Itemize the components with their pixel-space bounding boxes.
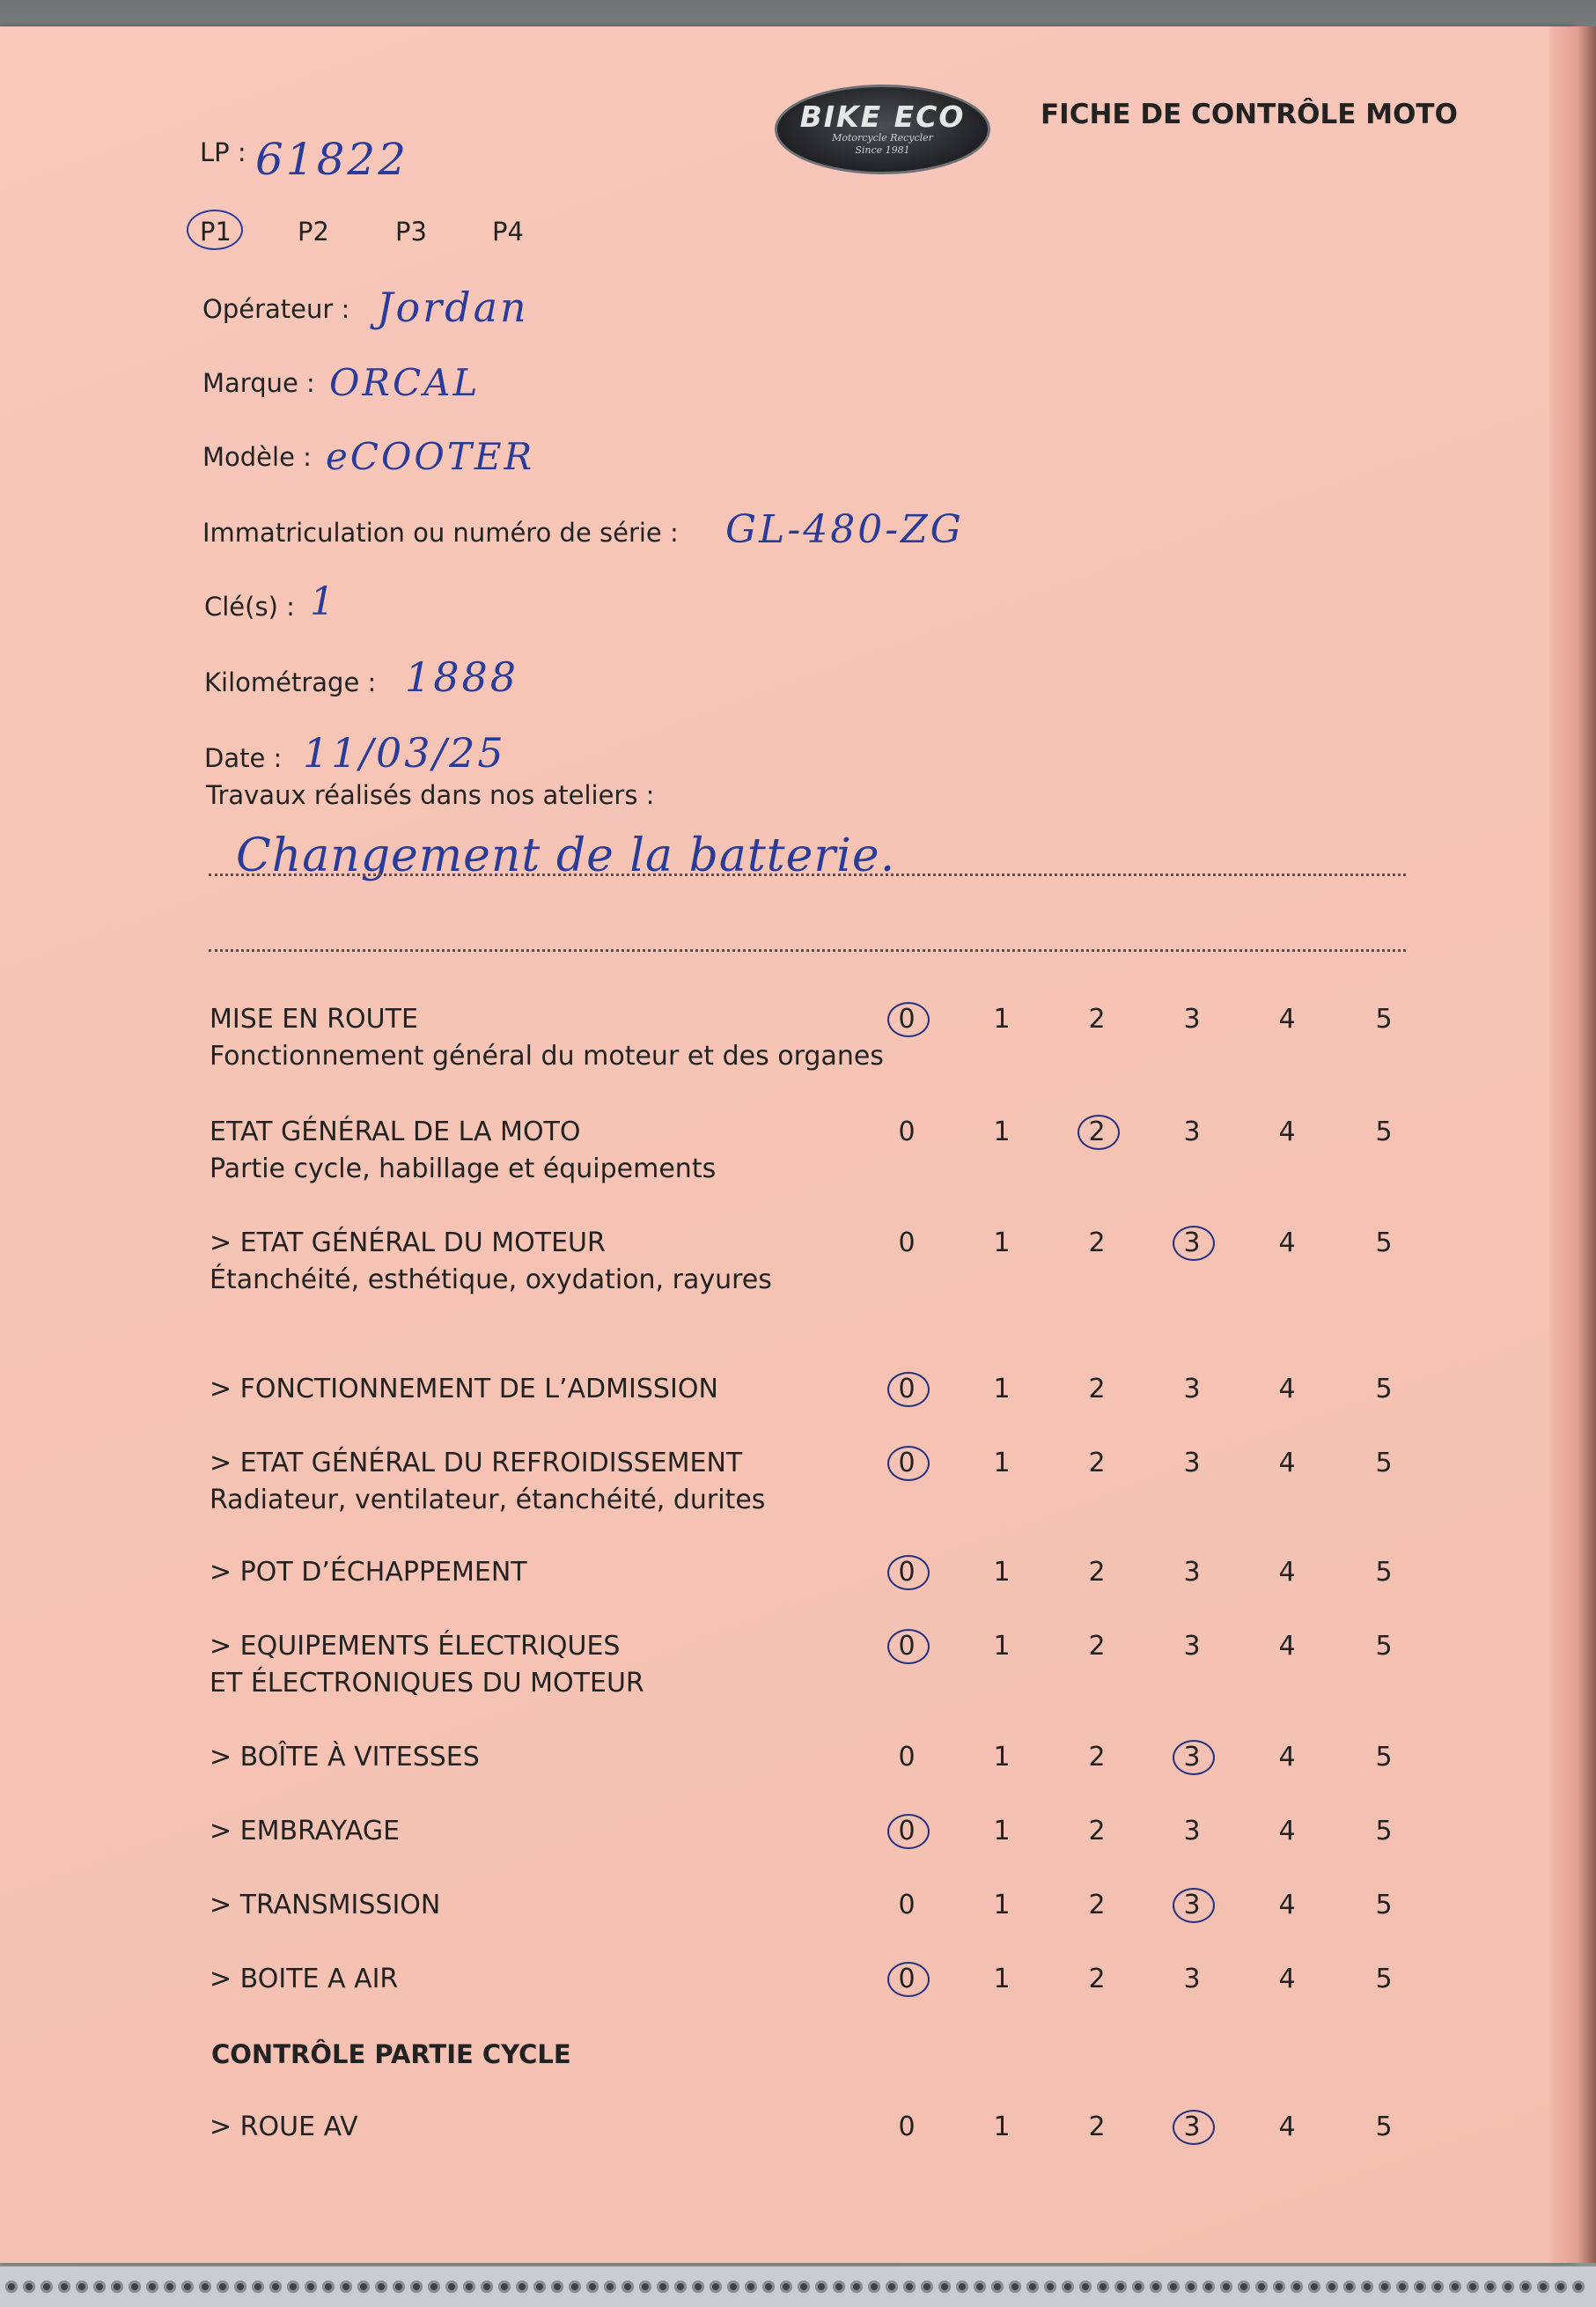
score-option-0: 0: [898, 1631, 916, 1662]
score-option-2: 2: [1088, 1557, 1106, 1588]
score-option-1: 1: [993, 1117, 1011, 1147]
rows-0-title: MISE EN ROUTE: [210, 1004, 418, 1035]
score-option-1: 1: [993, 2112, 1011, 2142]
rows-2-subtitle: Étanchéité, esthétique, oxydation, rayures: [210, 1264, 772, 1295]
perforation-hole: [1414, 2281, 1426, 2293]
perforation-hole: [481, 2281, 493, 2293]
score-option-4: 4: [1278, 1374, 1296, 1404]
score-option-2: 2: [1088, 1631, 1106, 1662]
perforation-hole: [375, 2281, 387, 2293]
lp-label: LP :: [200, 137, 246, 167]
score-option-0: 0: [898, 1557, 916, 1588]
perforation-hole: [498, 2281, 511, 2293]
perforation-hole: [586, 2281, 599, 2293]
score-circle: [1173, 2110, 1215, 2145]
perforation-hole: [1220, 2281, 1232, 2293]
score-option-3: 3: [1183, 1890, 1201, 1920]
marque-value: ORCAL: [329, 361, 481, 404]
rows-10-title: > BOITE A AIR: [210, 1964, 399, 1994]
perforation-hole: [798, 2281, 810, 2293]
score-option-4: 4: [1278, 1227, 1296, 1258]
score-option-2: 2: [1088, 1227, 1106, 1258]
perforation-hole: [76, 2281, 88, 2293]
perforation-hole: [1185, 2281, 1197, 2293]
perforation-hole: [1449, 2281, 1461, 2293]
perforation-hole: [1326, 2281, 1338, 2293]
perforation-hole: [393, 2281, 405, 2293]
date-value: 11/03/25: [303, 729, 506, 777]
sleeve-perforation: [0, 2266, 1596, 2307]
perforation-hole: [886, 2281, 898, 2293]
score-option-4: 4: [1278, 1964, 1296, 1994]
rows-3-title: > FONCTIONNEMENT DE L’ADMISSION: [210, 1374, 718, 1404]
score-option-0: 0: [898, 1117, 916, 1147]
perforation-hole: [322, 2281, 335, 2293]
perforation-hole: [1555, 2281, 1567, 2293]
score-option-4: 4: [1278, 2112, 1296, 2142]
rows-2-title: > ETAT GÉNÉRAL DU MOTEUR: [210, 1227, 606, 1258]
score-option-5: 5: [1375, 1004, 1393, 1035]
perforation-hole: [1379, 2281, 1391, 2293]
perforation-hole: [1167, 2281, 1180, 2293]
perforation-hole: [569, 2281, 581, 2293]
perforation-hole: [1132, 2281, 1144, 2293]
immat-value: GL-480-ZG: [725, 507, 964, 552]
score-option-5: 5: [1375, 1964, 1393, 1994]
perforation-hole: [1343, 2281, 1356, 2293]
perforation-hole: [1431, 2281, 1444, 2293]
rows-6-title: > EQUIPEMENTS ÉLECTRIQUES: [210, 1631, 621, 1662]
perforation-hole: [974, 2281, 986, 2293]
perforation-hole: [657, 2281, 669, 2293]
score-circle: [887, 1814, 930, 1849]
perforation-hole: [1361, 2281, 1373, 2293]
perforation-hole: [5, 2281, 18, 2293]
score-option-1: 1: [993, 1742, 1011, 1773]
perforation-hole: [58, 2281, 70, 2293]
perforation-hole: [921, 2281, 933, 2293]
score-option-0: 0: [898, 1742, 916, 1773]
perforation-hole: [269, 2281, 282, 2293]
perforation-hole: [551, 2281, 563, 2293]
score-option-3: 3: [1183, 1374, 1201, 1404]
perforation-hole: [340, 2281, 352, 2293]
position-p3: P3: [395, 217, 427, 247]
score-option-5: 5: [1375, 1742, 1393, 1773]
score-option-3: 3: [1183, 2112, 1201, 2142]
score-circle: [887, 1629, 930, 1664]
score-option-5: 5: [1375, 1374, 1393, 1404]
perforation-hole: [234, 2281, 246, 2293]
score-option-1: 1: [993, 1631, 1011, 1662]
score-option-1: 1: [993, 1557, 1011, 1588]
perforation-hole: [745, 2281, 757, 2293]
score-option-3: 3: [1183, 1117, 1201, 1147]
km-label: Kilométrage :: [204, 667, 377, 697]
position-p4: P4: [492, 217, 524, 247]
score-option-3: 3: [1183, 1557, 1201, 1588]
score-circle: [887, 1555, 930, 1590]
operateur-label: Opérateur :: [202, 294, 350, 324]
score-option-0: 0: [898, 1448, 916, 1478]
score-option-2: 2: [1088, 2112, 1106, 2142]
section_cycle-rows-0-title: > ROUE AV: [210, 2112, 358, 2142]
score-option-1: 1: [993, 1890, 1011, 1920]
perforation-hole: [868, 2281, 880, 2293]
rows-1-title: ETAT GÉNÉRAL DE LA MOTO: [210, 1117, 581, 1147]
score-option-5: 5: [1375, 1890, 1393, 1920]
perforation-hole: [445, 2281, 458, 2293]
modele-label: Modèle :: [202, 442, 312, 472]
score-option-5: 5: [1375, 1816, 1393, 1846]
rows-1-subtitle: Partie cycle, habillage et équipements: [210, 1154, 717, 1184]
perforation-hole: [1519, 2281, 1532, 2293]
score-option-1: 1: [993, 1374, 1011, 1404]
score-option-0: 0: [898, 1816, 916, 1846]
rows-8-title: > EMBRAYAGE: [210, 1816, 401, 1846]
score-circle: [887, 1962, 930, 1997]
rows-6-subtitle: ET ÉLECTRONIQUES DU MOTEUR: [210, 1668, 644, 1699]
travaux-value: Changement de la batterie.: [236, 829, 896, 882]
perforation-hole: [181, 2281, 194, 2293]
score-option-4: 4: [1278, 1004, 1296, 1035]
score-option-1: 1: [993, 1448, 1011, 1478]
score-circle: [887, 1372, 930, 1407]
operateur-value: Jordan: [377, 284, 529, 331]
perforation-hole: [1255, 2281, 1268, 2293]
score-option-2: 2: [1088, 1448, 1106, 1478]
score-option-3: 3: [1183, 1631, 1201, 1662]
travaux-label: Travaux réalisés dans nos ateliers :: [206, 780, 655, 810]
perforation-hole: [903, 2281, 916, 2293]
score-option-3: 3: [1183, 1964, 1201, 1994]
score-option-2: 2: [1088, 1742, 1106, 1773]
score-option-5: 5: [1375, 1117, 1393, 1147]
perforation-hole: [604, 2281, 616, 2293]
perforation-hole: [1291, 2281, 1303, 2293]
perforation-hole: [991, 2281, 1004, 2293]
perforation-hole: [727, 2281, 739, 2293]
date-label: Date :: [204, 743, 283, 773]
perforation-hole: [164, 2281, 176, 2293]
bike-eco-logo: BIKE ECO Motorcycle Recycler Since 1981: [775, 85, 990, 174]
perforation-hole: [710, 2281, 722, 2293]
score-option-5: 5: [1375, 1631, 1393, 1662]
rows-0-subtitle: Fonctionnement général du moteur et des organes: [210, 1041, 884, 1072]
score-option-1: 1: [993, 1227, 1011, 1258]
perforation-hole: [850, 2281, 863, 2293]
cles-value: 1: [310, 579, 337, 624]
perforation-hole: [1502, 2281, 1514, 2293]
perforation-hole: [146, 2281, 158, 2293]
lp-value: 61822: [255, 134, 409, 185]
score-option-4: 4: [1278, 1631, 1296, 1662]
score-option-4: 4: [1278, 1557, 1296, 1588]
score-option-2: 2: [1088, 1890, 1106, 1920]
perforation-hole: [410, 2281, 423, 2293]
score-option-2: 2: [1088, 1964, 1106, 1994]
perforation-hole: [463, 2281, 475, 2293]
perforation-hole: [1026, 2281, 1039, 2293]
score-circle: [1173, 1226, 1215, 1261]
perforation-hole: [639, 2281, 651, 2293]
perforation-hole: [621, 2281, 634, 2293]
perforation-hole: [833, 2281, 845, 2293]
perforation-hole: [780, 2281, 792, 2293]
perforation-hole: [1238, 2281, 1250, 2293]
score-option-5: 5: [1375, 2112, 1393, 2142]
perforation-hole: [692, 2281, 704, 2293]
perforation-hole: [815, 2281, 827, 2293]
score-circle: [1077, 1115, 1120, 1150]
score-option-3: 3: [1183, 1227, 1201, 1258]
perforation-hole: [1308, 2281, 1320, 2293]
perforation-hole: [111, 2281, 123, 2293]
score-option-2: 2: [1088, 1374, 1106, 1404]
perforation-hole: [428, 2281, 440, 2293]
perforation-hole: [516, 2281, 528, 2293]
perforation-hole: [1009, 2281, 1021, 2293]
perforation-hole: [1396, 2281, 1408, 2293]
perforation-hole: [1114, 2281, 1127, 2293]
perforation-hole: [938, 2281, 951, 2293]
perforation-hole: [1572, 2281, 1585, 2293]
score-option-4: 4: [1278, 1448, 1296, 1478]
perforation-hole: [1044, 2281, 1056, 2293]
score-option-2: 2: [1088, 1816, 1106, 1846]
score-option-4: 4: [1278, 1816, 1296, 1846]
score-option-4: 4: [1278, 1890, 1296, 1920]
score-option-0: 0: [898, 1227, 916, 1258]
score-option-3: 3: [1183, 1742, 1201, 1773]
perforation-hole: [40, 2281, 53, 2293]
rows-7-title: > BOÎTE À VITESSES: [210, 1742, 480, 1773]
perforation-hole: [1484, 2281, 1497, 2293]
immat-label: Immatriculation ou numéro de série :: [202, 518, 679, 548]
perforation-hole: [252, 2281, 264, 2293]
perforation-hole: [533, 2281, 546, 2293]
perforation-hole: [1079, 2281, 1092, 2293]
score-option-2: 2: [1088, 1117, 1106, 1147]
perforation-hole: [93, 2281, 106, 2293]
sheet-title: FICHE DE CONTRÔLE MOTO: [1041, 99, 1458, 130]
section-cycle-heading: CONTRÔLE PARTIE CYCLE: [211, 2039, 571, 2069]
score-circle: [887, 1002, 930, 1037]
score-circle: [887, 1446, 930, 1481]
position-p1: P1: [200, 217, 232, 247]
marque-label: Marque :: [202, 368, 315, 398]
perforation-hole: [762, 2281, 775, 2293]
rows-4-title: > ETAT GÉNÉRAL DU REFROIDISSEMENT: [210, 1448, 743, 1478]
score-circle: [1173, 1888, 1215, 1923]
perforation-hole: [1203, 2281, 1215, 2293]
score-option-3: 3: [1183, 1448, 1201, 1478]
score-option-1: 1: [993, 1964, 1011, 1994]
perforation-hole: [129, 2281, 141, 2293]
score-option-0: 0: [898, 1964, 916, 1994]
score-option-0: 0: [898, 1004, 916, 1035]
position-p2: P2: [298, 217, 329, 247]
score-option-0: 0: [898, 1374, 916, 1404]
score-circle: [1173, 1740, 1215, 1775]
score-option-1: 1: [993, 1004, 1011, 1035]
perforation-hole: [1467, 2281, 1479, 2293]
perforation-hole: [199, 2281, 211, 2293]
score-option-0: 0: [898, 1890, 916, 1920]
perforation-hole: [1273, 2281, 1285, 2293]
perforation-hole: [674, 2281, 687, 2293]
score-option-5: 5: [1375, 1557, 1393, 1588]
perforation-hole: [287, 2281, 299, 2293]
cles-label: Clé(s) :: [204, 592, 295, 622]
rows-5-title: > POT D’ÉCHAPPEMENT: [210, 1557, 527, 1588]
km-value: 1888: [405, 653, 519, 701]
travaux-line-1: [209, 873, 1406, 876]
score-option-5: 5: [1375, 1227, 1393, 1258]
perforation-hole: [23, 2281, 35, 2293]
perforation-hole: [1537, 2281, 1549, 2293]
perforation-hole: [357, 2281, 370, 2293]
score-option-3: 3: [1183, 1004, 1201, 1035]
score-option-3: 3: [1183, 1816, 1201, 1846]
perforation-hole: [1097, 2281, 1109, 2293]
perforation-hole: [1150, 2281, 1162, 2293]
sheet-edge: [1549, 26, 1596, 2263]
perforation-hole: [217, 2281, 229, 2293]
rows-9-title: > TRANSMISSION: [210, 1890, 441, 1920]
score-option-2: 2: [1088, 1004, 1106, 1035]
rows-4-subtitle: Radiateur, ventilateur, étanchéité, durites: [210, 1485, 766, 1515]
score-option-4: 4: [1278, 1742, 1296, 1773]
modele-value: eCOOTER: [326, 435, 535, 478]
perforation-hole: [305, 2281, 317, 2293]
score-option-0: 0: [898, 2112, 916, 2142]
perforation-hole: [956, 2281, 968, 2293]
score-option-1: 1: [993, 1816, 1011, 1846]
score-option-4: 4: [1278, 1117, 1296, 1147]
travaux-line-2: [209, 949, 1406, 952]
perforation-hole: [1062, 2281, 1074, 2293]
score-option-5: 5: [1375, 1448, 1393, 1478]
